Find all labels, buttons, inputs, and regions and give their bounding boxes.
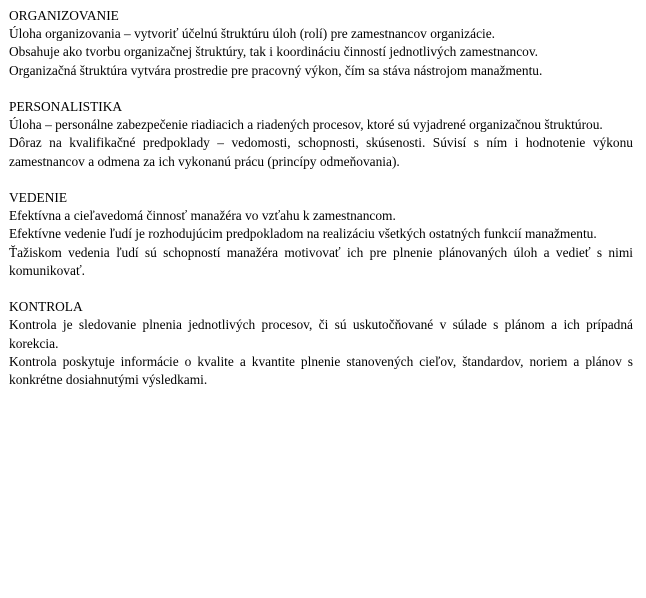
paragraph: Efektívne vedenie ľudí je rozhodujúcim predpokladom na realizáciu všetkých ostatných funkcií manažmentu. xyxy=(9,226,597,242)
paragraph: Kontrola je sledovanie plnenia jednotlivých procesov, či sú uskutočňované v súlade s plánom a ich prípadná korekcia. xyxy=(9,317,633,351)
paragraph: Dôraz na kvalifikačné predpoklady – vedomosti, schopnosti, skúsenosti. Súvisí s ním i hodnotenie výkonu zamestnancov a odmena za ich vykonanú prácu (princípy odmeňovania). xyxy=(9,135,633,169)
section-heading: VEDENIE xyxy=(9,190,68,205)
paragraph: Kontrola poskytuje informácie o kvalite a kvantite plnenie stanovených cieľov, štandardov, noriem a plánov s konkrétne dosiahnutými výsledkami. xyxy=(9,353,633,388)
paragraph: Organizačná štruktúra vytvára prostredie pre pracovný výkon, čím sa stáva nástrojom manažmentu. xyxy=(9,62,543,78)
section-heading: PERSONALISTIKA xyxy=(9,99,123,114)
section-heading: KONTROLA xyxy=(9,299,83,315)
section-heading: ORGANIZOVANIE xyxy=(9,8,119,23)
paragraph: Úloha – personálne zabezpečenie riadiacich a riadených procesov, ktoré sú vyjadrené organizačnou štruktúrou. xyxy=(9,117,603,133)
section-organizovanie xyxy=(9,7,633,80)
paragraph: Efektívna a cieľavedomá činnosť manažéra vo vzťahu k zamestnancom. xyxy=(9,208,396,224)
paragraph: Ťažiskom vedenia ľudí sú schopností manažéra motivovať ich pre plnenie plánovaných úloh a vedieť s nimi komunikovať. xyxy=(9,244,633,278)
section-kontrola xyxy=(9,298,633,389)
section-vedenie xyxy=(9,189,633,280)
paragraph: Úloha organizovania – vytvoriť účelnú štruktúru úloh (rolí) pre zamestnancov organizácie. xyxy=(9,26,496,42)
section-personalistika xyxy=(9,98,633,171)
paragraph: Obsahuje ako tvorbu organizačnej štruktúry, tak i koordináciu činností jednotlivých zamestnancov. xyxy=(9,44,539,60)
